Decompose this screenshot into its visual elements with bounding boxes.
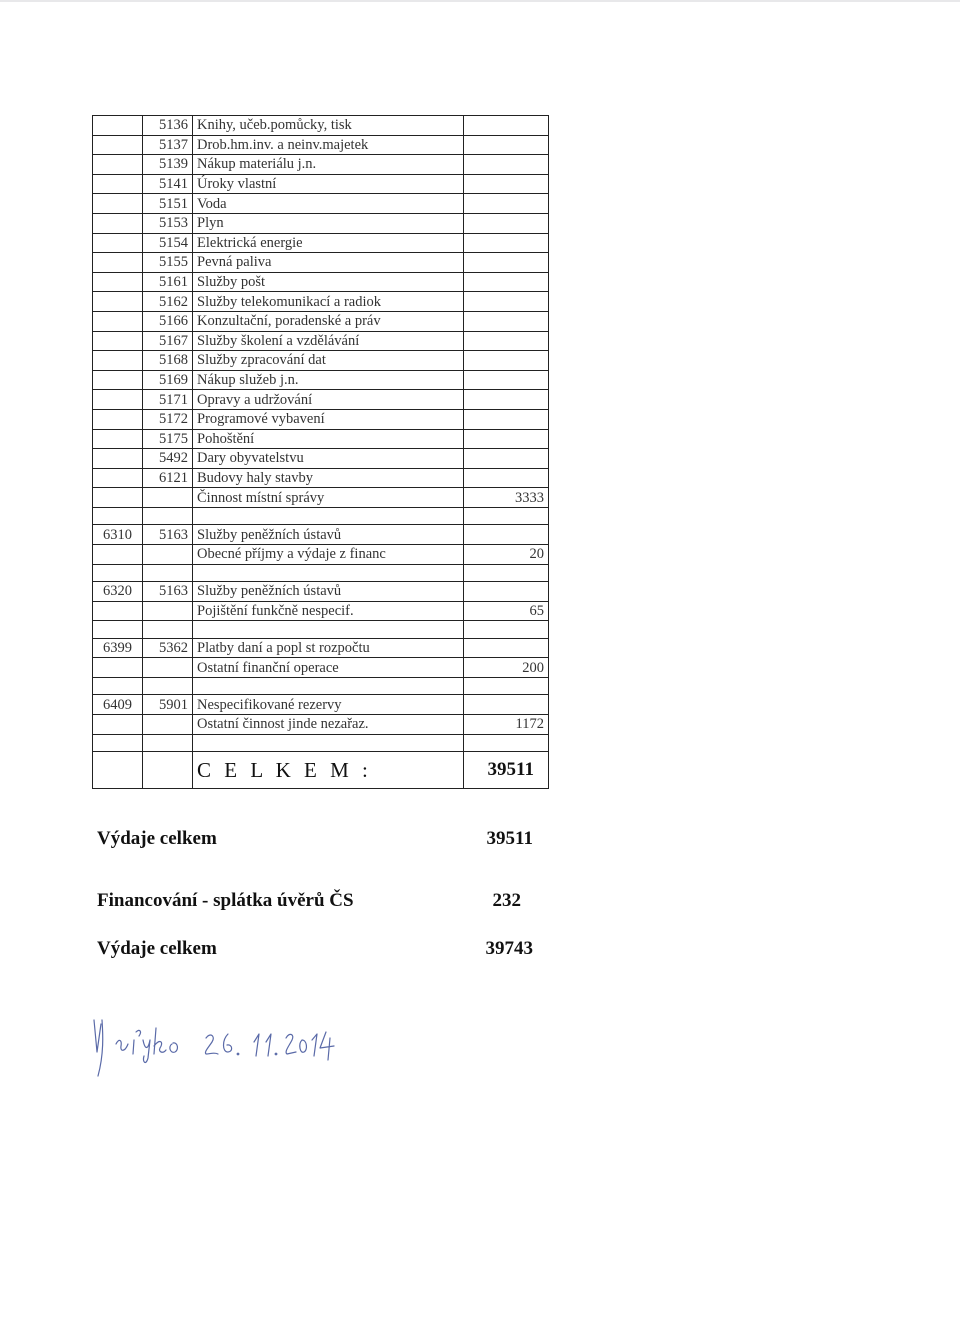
summary-value: 39511 [486, 828, 533, 849]
description-cell [193, 564, 464, 582]
item-code-cell: 5169 [143, 370, 193, 390]
description-cell: Nákup služeb j.n. [193, 370, 464, 390]
item-code-cell: 5154 [143, 233, 193, 253]
description-cell [193, 677, 464, 695]
amount-cell [464, 351, 549, 371]
paragraph-cell [93, 601, 143, 621]
paragraph-cell: 6310 [93, 525, 143, 545]
summary-line [97, 828, 533, 850]
paragraph-cell [93, 658, 143, 678]
description-cell [193, 734, 464, 752]
item-code-cell [143, 488, 193, 508]
table-row [93, 351, 549, 371]
description-cell: Elektrická energie [193, 233, 464, 253]
amount-cell [464, 677, 549, 695]
amount-cell: 1172 [464, 715, 549, 735]
description-cell: Platby daní a popl st rozpočtu [193, 638, 464, 658]
item-code-cell: 5166 [143, 311, 193, 331]
description-cell: Dary obyvatelstvu [193, 449, 464, 469]
amount-cell: 200 [464, 658, 549, 678]
amount-cell [464, 429, 549, 449]
amount-cell [464, 621, 549, 639]
table-row [93, 370, 549, 390]
paragraph-cell [93, 507, 143, 525]
table-row [93, 601, 549, 621]
description-cell: Ostatní finanční operace [193, 658, 464, 678]
paragraph-cell [93, 194, 143, 214]
item-code-cell [143, 621, 193, 639]
table-row [93, 409, 549, 429]
amount-cell [464, 409, 549, 429]
paragraph-cell [93, 331, 143, 351]
item-code-cell [143, 752, 193, 789]
item-code-cell: 5168 [143, 351, 193, 371]
paragraph-cell [93, 174, 143, 194]
amount-cell [464, 370, 549, 390]
description-cell: Pohoštění [193, 429, 464, 449]
amount-cell [464, 135, 549, 155]
amount-cell [464, 253, 549, 273]
table-row [93, 695, 549, 715]
spacer-row [93, 677, 549, 695]
table-row [93, 582, 549, 602]
description-cell: Nespecifikované rezervy [193, 695, 464, 715]
description-cell: Služby zpracování dat [193, 351, 464, 371]
summary-label: Financování - splátka úvěrů ČS [97, 890, 354, 911]
amount-cell: 20 [464, 544, 549, 564]
paragraph-cell [93, 449, 143, 469]
signature-drawing [88, 1010, 358, 1080]
item-code-cell: 5153 [143, 213, 193, 233]
total-row [93, 752, 549, 789]
description-cell: Služby školení a vzdělávání [193, 331, 464, 351]
item-code-cell [143, 734, 193, 752]
table-row [93, 155, 549, 175]
description-cell: C E L K E M : [193, 752, 464, 789]
item-code-cell: 5139 [143, 155, 193, 175]
paragraph-cell [93, 488, 143, 508]
paragraph-cell [93, 677, 143, 695]
paragraph-cell: 6409 [93, 695, 143, 715]
table-row [93, 116, 549, 136]
item-code-cell: 5172 [143, 409, 193, 429]
description-cell: Činnost místní správy [193, 488, 464, 508]
description-cell: Programové vybavení [193, 409, 464, 429]
table-row [93, 468, 549, 488]
table-row [93, 331, 549, 351]
summary-label: Výdaje celkem [97, 938, 217, 959]
description-cell: Opravy a udržování [193, 390, 464, 410]
table-row [93, 544, 549, 564]
description-cell: Služby peněžních ústavů [193, 582, 464, 602]
paragraph-cell [93, 544, 143, 564]
description-cell: Nákup materiálu j.n. [193, 155, 464, 175]
paragraph-cell: 6320 [93, 582, 143, 602]
description-cell: Pojištění funkčně nespecif. [193, 601, 464, 621]
summary-line [97, 938, 533, 960]
item-code-cell [143, 507, 193, 525]
table-row [93, 311, 549, 331]
table-row [93, 233, 549, 253]
amount-cell [464, 272, 549, 292]
item-code-cell: 5492 [143, 449, 193, 469]
paragraph-cell [93, 135, 143, 155]
paragraph-cell [93, 564, 143, 582]
amount-cell [464, 292, 549, 312]
paragraph-cell [93, 233, 143, 253]
paragraph-cell [93, 253, 143, 273]
table-row [93, 658, 549, 678]
item-code-cell: 5155 [143, 253, 193, 273]
paragraph-cell: 6399 [93, 638, 143, 658]
spacer-row [93, 564, 549, 582]
description-cell [193, 621, 464, 639]
amount-cell [464, 155, 549, 175]
amount-cell: 3333 [464, 488, 549, 508]
spacer-row [93, 621, 549, 639]
scan-edge [0, 0, 960, 2]
paragraph-cell [93, 155, 143, 175]
amount-cell [464, 582, 549, 602]
description-cell: Služby telekomunikací a radiok [193, 292, 464, 312]
table-row [93, 488, 549, 508]
table-row [93, 292, 549, 312]
paragraph-cell [93, 292, 143, 312]
paragraph-cell [93, 429, 143, 449]
budget-table-body [93, 116, 549, 789]
summary-line [97, 890, 533, 912]
item-code-cell: 5362 [143, 638, 193, 658]
amount-cell [464, 564, 549, 582]
table-row [93, 449, 549, 469]
description-cell: Knihy, učeb.pomůcky, tisk [193, 116, 464, 136]
item-code-cell: 5175 [143, 429, 193, 449]
paragraph-cell [93, 311, 143, 331]
paragraph-cell [93, 116, 143, 136]
table-row [93, 213, 549, 233]
description-cell: Konzultační, poradenské a práv [193, 311, 464, 331]
amount-cell [464, 311, 549, 331]
amount-cell [464, 734, 549, 752]
amount-cell [464, 390, 549, 410]
paragraph-cell [93, 272, 143, 292]
amount-cell [464, 525, 549, 545]
table-row [93, 638, 549, 658]
amount-cell [464, 233, 549, 253]
amount-cell: 65 [464, 601, 549, 621]
paragraph-cell [93, 621, 143, 639]
paragraph-cell [93, 370, 143, 390]
description-cell: Ostatní činnost jinde nezařaz. [193, 715, 464, 735]
paragraph-cell [93, 351, 143, 371]
description-cell: Voda [193, 194, 464, 214]
description-cell: Pevná paliva [193, 253, 464, 273]
amount-cell [464, 213, 549, 233]
item-code-cell: 5901 [143, 695, 193, 715]
amount-cell [464, 116, 549, 136]
amount-cell [464, 331, 549, 351]
table-row [93, 525, 549, 545]
item-code-cell: 5141 [143, 174, 193, 194]
table-row [93, 194, 549, 214]
paragraph-cell [93, 752, 143, 789]
description-cell [193, 507, 464, 525]
paragraph-cell [93, 409, 143, 429]
table-row [93, 272, 549, 292]
description-cell: Plyn [193, 213, 464, 233]
amount-cell [464, 638, 549, 658]
table-row [93, 174, 549, 194]
table-row [93, 390, 549, 410]
paragraph-cell [93, 715, 143, 735]
amount-cell [464, 449, 549, 469]
item-code-cell [143, 601, 193, 621]
item-code-cell: 5163 [143, 525, 193, 545]
description-cell: Obecné příjmy a výdaje z financ [193, 544, 464, 564]
description-cell: Služby peněžních ústavů [193, 525, 464, 545]
item-code-cell [143, 564, 193, 582]
item-code-cell: 5171 [143, 390, 193, 410]
item-code-cell: 5167 [143, 331, 193, 351]
amount-cell [464, 695, 549, 715]
description-cell: Drob.hm.inv. a neinv.majetek [193, 135, 464, 155]
spacer-row [93, 507, 549, 525]
item-code-cell: 5137 [143, 135, 193, 155]
description-cell: Úroky vlastní [193, 174, 464, 194]
table-row [93, 429, 549, 449]
item-code-cell [143, 544, 193, 564]
paragraph-cell [93, 390, 143, 410]
item-code-cell: 5136 [143, 116, 193, 136]
paragraph-cell [93, 468, 143, 488]
amount-cell [464, 507, 549, 525]
item-code-cell: 6121 [143, 468, 193, 488]
item-code-cell: 5161 [143, 272, 193, 292]
table-row [93, 253, 549, 273]
paragraph-cell [93, 734, 143, 752]
budget-table [92, 115, 549, 789]
item-code-cell [143, 715, 193, 735]
description-cell: Budovy haly stavby [193, 468, 464, 488]
amount-cell [464, 468, 549, 488]
summary-value: 39743 [485, 938, 533, 959]
table-row [93, 715, 549, 735]
amount-cell: 39511 [464, 752, 549, 789]
table-row [93, 135, 549, 155]
item-code-cell [143, 658, 193, 678]
spacer-row [93, 734, 549, 752]
item-code-cell: 5163 [143, 582, 193, 602]
item-code-cell: 5162 [143, 292, 193, 312]
paragraph-cell [93, 213, 143, 233]
summary-value: 232 [492, 890, 521, 911]
item-code-cell [143, 677, 193, 695]
amount-cell [464, 174, 549, 194]
summary-label: Výdaje celkem [97, 828, 217, 849]
handwritten-signature [88, 1010, 358, 1085]
amount-cell [464, 194, 549, 214]
item-code-cell: 5151 [143, 194, 193, 214]
description-cell: Služby pošt [193, 272, 464, 292]
